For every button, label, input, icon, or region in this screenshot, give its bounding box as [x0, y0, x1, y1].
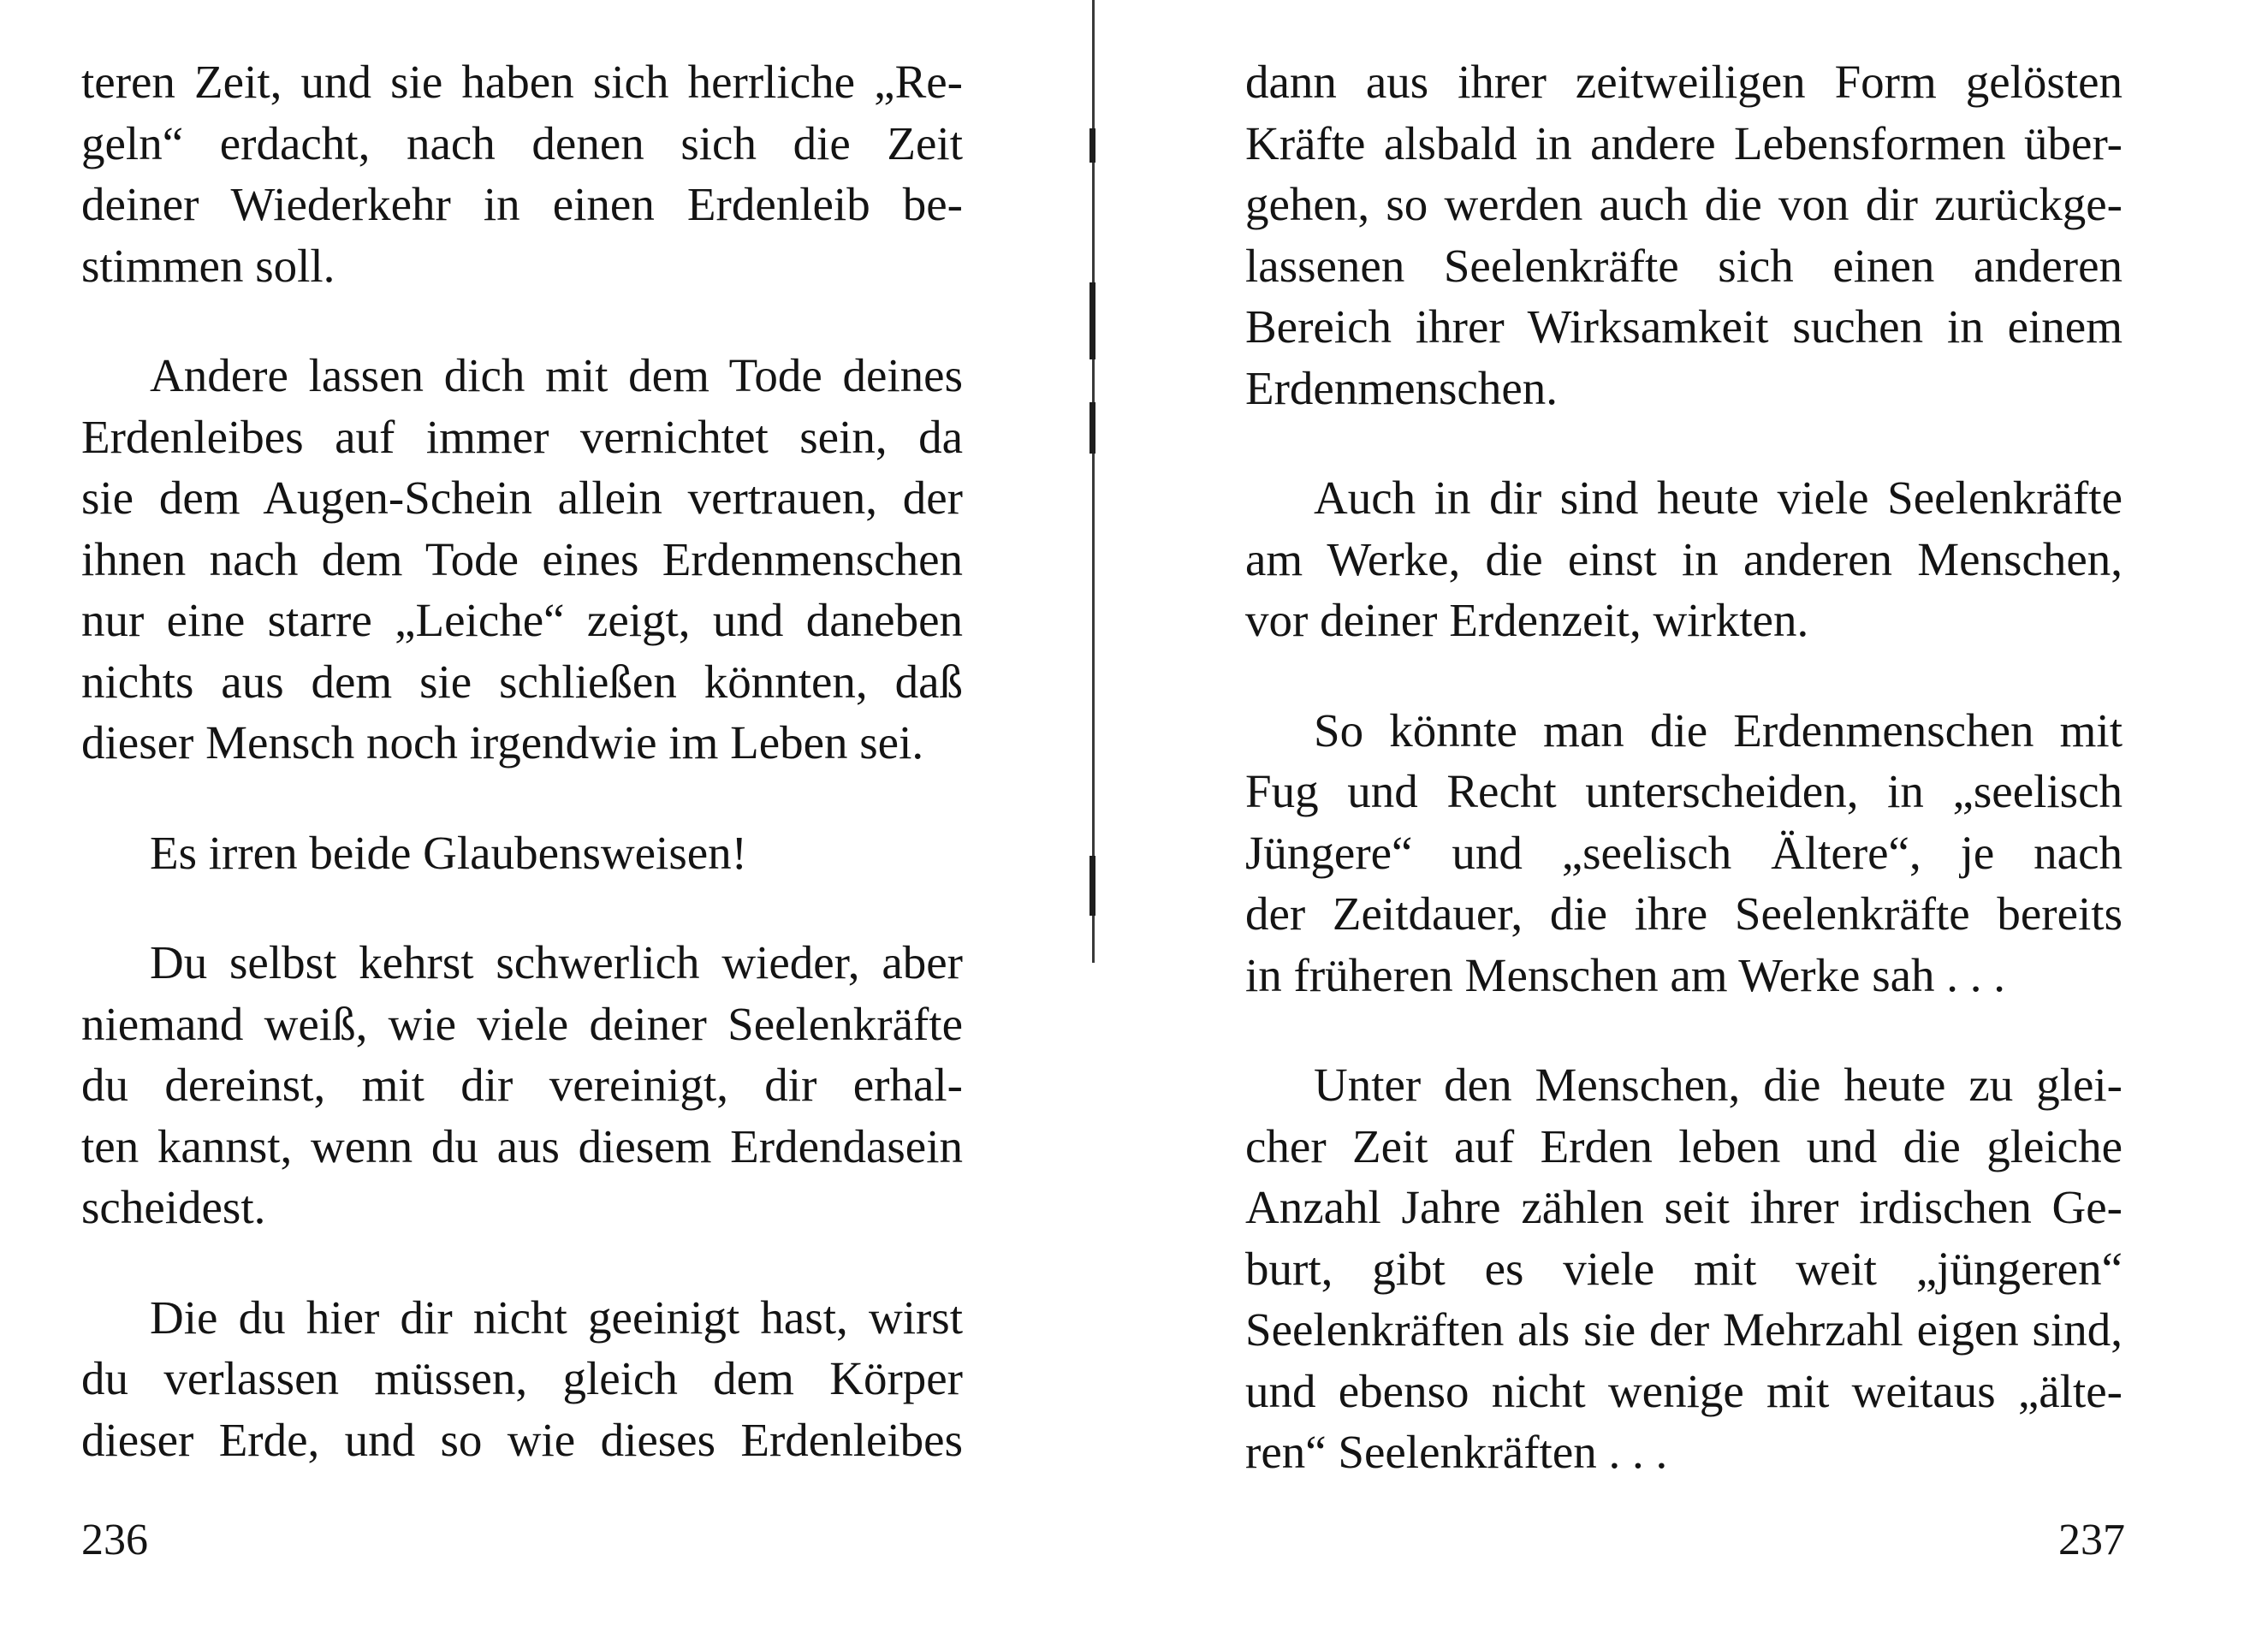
text-line: burt, gibt es viele mit weit „jüngeren“: [1245, 1242, 2123, 1295]
paragraph: [81, 932, 963, 1238]
text-line: dieser Mensch noch irgendwie im Leben sei.: [81, 716, 924, 768]
text-line: und ebenso nicht wenige mit weitaus „älte-: [1245, 1364, 2123, 1417]
text-line: niemand weiß, wie viele deiner Seelenkräfte: [81, 997, 963, 1050]
page-number-right: 237: [2058, 1516, 2125, 1564]
text-line: gehen, so werden auch die von dir zurückge-: [1245, 178, 2123, 230]
gutter-mark: [1089, 402, 1095, 454]
gutter-mark: [1089, 282, 1095, 359]
gutter-mark: [1089, 128, 1095, 163]
right-page: [1245, 51, 2123, 1532]
text-line: teren Zeit, und sie haben sich herrliche „Re-: [81, 56, 963, 108]
text-line: der Zeitdauer, die ihre Seelenkräfte bereits: [1245, 887, 2123, 940]
text-line: Anzahl Jahre zählen seit ihrer irdischen Ge-: [1245, 1181, 2123, 1233]
text-line: Es irren beide Glaubensweisen!: [150, 826, 747, 879]
paragraph: [81, 51, 963, 296]
text-line: dieser Erde, und so wie dieses Erdenleibes: [81, 1413, 963, 1466]
text-line: Auch in dir sind heute viele Seelenkräfte: [1314, 472, 2123, 524]
text-line: Erdenleibes auf immer vernichtet sein, da: [81, 410, 963, 463]
text-line: So könnte man die Erdenmenschen mit: [1314, 703, 2123, 757]
text-line: Kräfte alsbald in andere Lebensformen über-: [1245, 116, 2123, 169]
text-line: stimmen soll.: [81, 239, 335, 292]
text-line: du verlassen müssen, gleich dem Körper: [81, 1352, 963, 1404]
text-line: lassenen Seelenkräfte sich einen anderen: [1245, 239, 2123, 292]
text-line: Erdenmenschen.: [1245, 361, 1558, 414]
text-line: vor deiner Erdenzeit, wirkten.: [1245, 594, 1809, 646]
text-line: am Werke, die einst in anderen Menschen,: [1245, 532, 2123, 585]
paragraph: [81, 345, 963, 774]
text-line: Die du hier dir nicht geeinigt hast, wirst: [150, 1291, 963, 1344]
paragraph: [1245, 1054, 2123, 1483]
text-line: cher Zeit auf Erden leben und die gleiche: [1245, 1119, 2123, 1172]
text-line: du dereinst, mit dir vereinigt, dir erhal-: [81, 1059, 963, 1111]
text-line: sie dem Augen-Schein allein vertrauen, der: [81, 472, 963, 524]
paragraph: [1245, 467, 2123, 651]
text-line: Bereich ihrer Wirksamkeit suchen in einem: [1245, 300, 2123, 353]
paragraph: [1245, 700, 2123, 1006]
paragraph: [81, 822, 963, 884]
left-page: [81, 51, 963, 1519]
paragraph: [81, 1287, 963, 1471]
text-line: dann aus ihrer zeitweiligen Form gelösten: [1245, 56, 2123, 108]
text-line: deiner Wiederkehr in einen Erdenleib be-: [81, 178, 963, 230]
text-line: in früheren Menschen am Werke sah . . .: [1245, 948, 2006, 1001]
text-line: ihnen nach dem Tode eines Erdenmenschen: [81, 532, 963, 585]
text-line: Du selbst kehrst schwerlich wieder, aber: [150, 936, 963, 988]
text-line: Fug und Recht unterscheiden, in „seelisch: [1245, 765, 2123, 817]
text-line: Seelenkräften als sie der Mehrzahl eigen sind,: [1245, 1303, 2123, 1356]
text-line: Andere lassen dich mit dem Tode deines: [150, 349, 963, 401]
page-number-left: 236: [81, 1516, 148, 1564]
text-line: geln“ erdacht, nach denen sich die Zeit: [81, 116, 963, 169]
text-line: nichts aus dem sie schließen könnten, daß: [81, 655, 963, 708]
text-line: ten kannst, wenn du aus diesem Erdendasein: [81, 1119, 963, 1172]
paragraph: [1245, 51, 2123, 418]
text-line: Unter den Menschen, die heute zu glei-: [1314, 1059, 2123, 1111]
text-line: ren“ Seelenkräften . . .: [1245, 1426, 1668, 1478]
text-line: nur eine starre „Leiche“ zeigt, und daneben: [81, 594, 963, 646]
text-line: scheidest.: [81, 1181, 266, 1233]
gutter-mark: [1089, 856, 1095, 916]
text-line: Jüngere“ und „seelisch Ältere“, je nach: [1245, 826, 2123, 879]
